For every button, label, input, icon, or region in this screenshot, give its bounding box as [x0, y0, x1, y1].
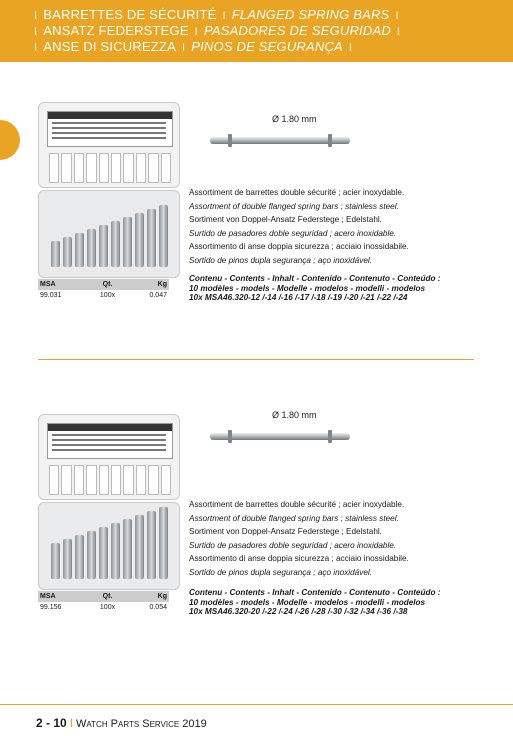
cell-kg: 0.054: [149, 604, 167, 611]
cell-msa: 99.031: [40, 292, 62, 299]
cell-qty: 100x: [99, 604, 116, 611]
footer-text: [36, 716, 207, 730]
description-de: Sortiment von Doppel-Ansatz Federstege ; Edelstahl.: [189, 527, 382, 536]
header-title-fr: BARRETTES DE SÉCURITÉ: [43, 7, 217, 22]
product-description: [189, 498, 489, 579]
product-table: [38, 591, 169, 613]
header-separator: I: [395, 10, 399, 22]
box-label: [47, 423, 173, 459]
footer-brand: Watch Parts Service 2019: [76, 718, 207, 730]
contents-title: Contenu - Contents - Inhalt - Contenido - Contenuto - Conteúdo :: [189, 274, 441, 283]
header-separator: I: [34, 42, 38, 54]
description-en: Assortment of double flanged spring bars ; stainless steel.: [189, 201, 399, 211]
box-tray: [38, 502, 180, 590]
diameter-label: Ø 1.80 mm: [272, 114, 317, 124]
header-line-3: [34, 39, 513, 55]
column-msa: MSA: [40, 593, 56, 600]
spring-bar-illustration: [210, 122, 350, 162]
product-table: [38, 279, 169, 301]
header-separator: I: [396, 26, 401, 38]
header-line-1: [34, 7, 513, 23]
description-it: Assortimento di anse doppia sicurezza ; acciaio inossidabile.: [189, 554, 409, 563]
header-title-pt: PINOS DE SEGURANÇA: [191, 39, 343, 54]
header-title-de: ANSATZ FEDERSTEGE: [43, 23, 189, 38]
page-number: 2 - 10: [36, 716, 67, 730]
column-kg: Kg: [157, 281, 167, 288]
description-en: Assortment of double flanged spring bars ; stainless steel.: [189, 513, 399, 523]
section-divider: [38, 359, 474, 360]
contents-block: [189, 274, 509, 303]
page-footer: [0, 704, 513, 736]
section-tab-marker: [0, 120, 20, 160]
box-compartment-codes: [49, 465, 171, 495]
header-separator: I: [194, 26, 198, 38]
product-description: [189, 186, 489, 267]
header-title-en: FLANGED SPRING BARS: [231, 7, 390, 22]
table-row: [38, 290, 169, 301]
diameter-label: Ø 1.80 mm: [272, 410, 317, 420]
header-title-it: ANSE DI SICUREZZA: [43, 39, 176, 54]
header-separator: I: [348, 42, 353, 54]
description-es: Surtido de pasadores doble seguridad ; acero inoxidable.: [189, 228, 397, 238]
cell-qty: 100x: [99, 292, 116, 299]
contents-references: 10x MSA46.320-12 /-14 /-16 /-17 /-18 /-19 /-20 /-21 /-22 /-24: [189, 293, 408, 302]
table-header: [38, 591, 169, 602]
column-msa: MSA: [40, 281, 56, 288]
header-separator: I: [181, 42, 186, 54]
table-header: [38, 279, 169, 290]
header-separator: I: [222, 10, 226, 22]
box-label: [47, 111, 173, 147]
page-header: [0, 0, 513, 62]
contents-block: [189, 588, 509, 617]
assortment-box-photo: [38, 414, 180, 590]
description-it: Assortimento di anse doppia sicurezza ; acciaio inossidabile.: [189, 242, 409, 251]
table-row: [38, 602, 169, 613]
cell-msa: 99.156: [40, 604, 62, 611]
header-title-es: PASADORES DE SEGURIDAD: [204, 23, 391, 38]
description-pt: Sortido de pinos dupla segurança ; aço inoxidável.: [189, 255, 372, 265]
description-fr: Assortiment de barrettes double sécurité ; acier inoxydable.: [189, 500, 405, 509]
description-es: Surtido de pasadores doble seguridad ; acero inoxidable.: [189, 540, 397, 550]
header-separator: I: [34, 26, 38, 38]
box-tray: [38, 190, 180, 278]
contents-references: 10x MSA46.320-20 /-22 /-24 /-26 /-28 /-30 /-32 /-34 /-36 /-38: [189, 607, 408, 616]
column-qty: Qt.: [102, 593, 113, 600]
contents-models: 10 modèles - models - Modelle - modelos - modelli - modelos: [189, 597, 426, 607]
column-qty: Qt.: [102, 281, 113, 288]
assortment-box-photo: [38, 102, 180, 278]
cell-kg: 0.047: [149, 292, 167, 299]
description-pt: Sortido de pinos dupla segurança ; aço inoxidável.: [189, 567, 372, 577]
contents-title: Contenu - Contents - Inhalt - Contenido - Contenuto - Conteúdo :: [189, 588, 441, 597]
box-lid: [38, 414, 180, 500]
header-separator: I: [34, 10, 38, 22]
contents-models: 10 modèles - models - Modelle - modelos - modelli - modelos: [189, 283, 426, 293]
spring-bar-illustration: [210, 418, 350, 458]
description-fr: Assortiment de barrettes double sécurité ; acier inoxydable.: [189, 188, 405, 197]
box-lid: [38, 102, 180, 188]
footer-separator: I: [69, 716, 74, 730]
box-compartment-codes: [49, 153, 171, 183]
header-line-2: [34, 23, 513, 39]
column-kg: Kg: [157, 593, 167, 600]
description-de: Sortiment von Doppel-Ansatz Federstege ; Edelstahl.: [189, 215, 382, 224]
